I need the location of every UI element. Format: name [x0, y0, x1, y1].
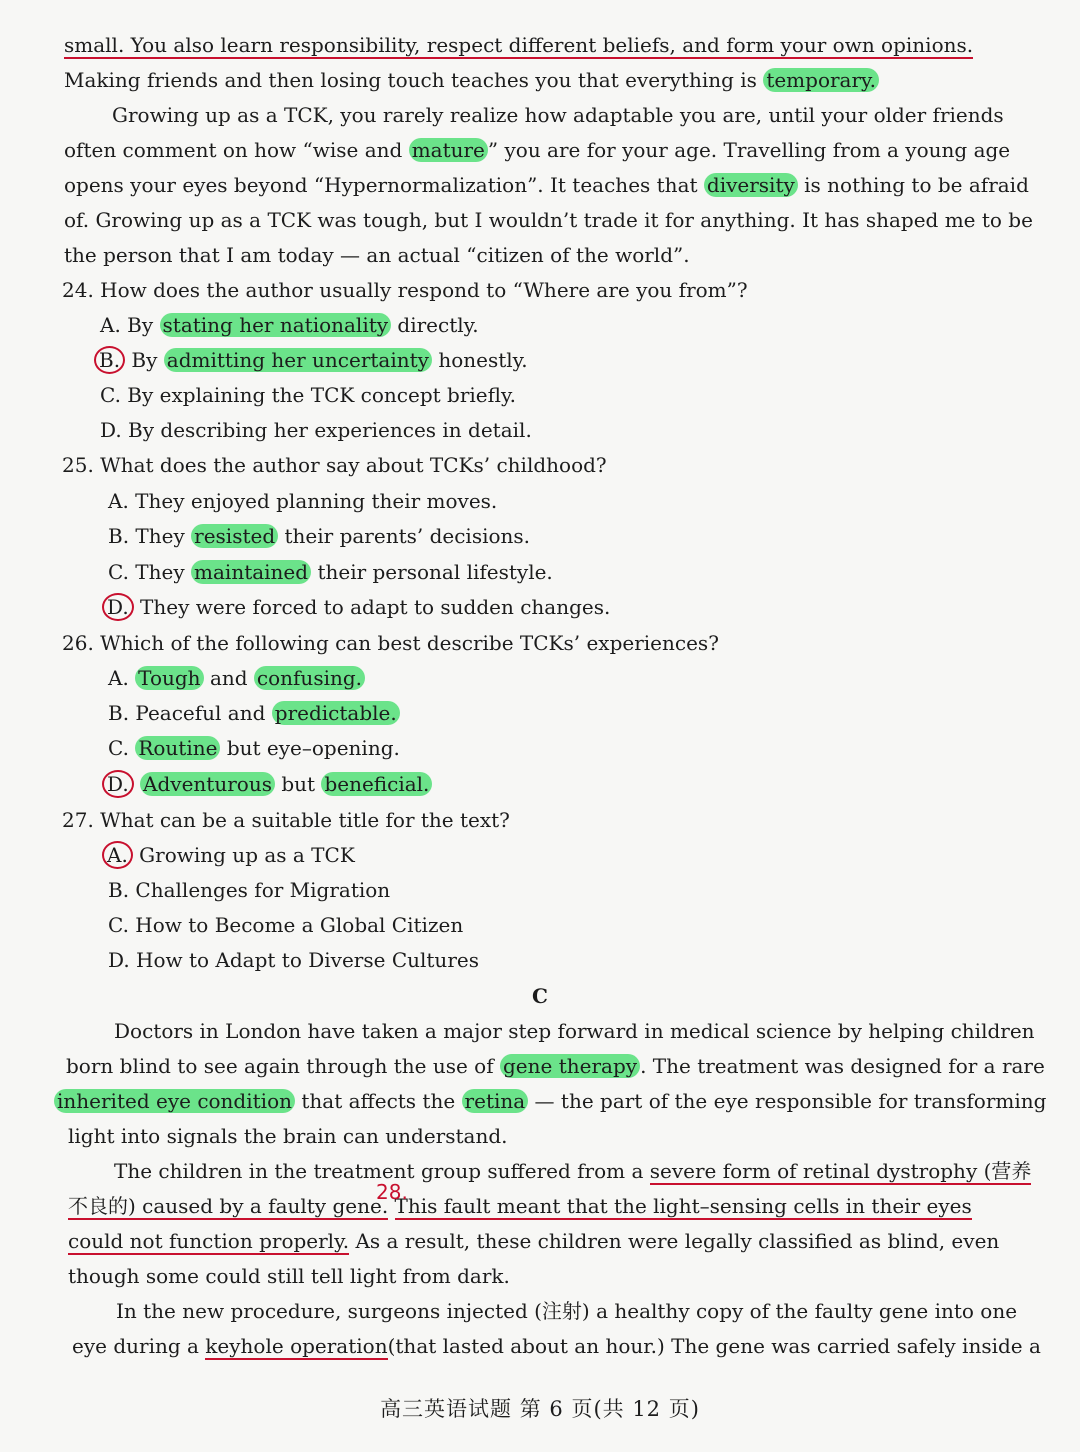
text: their personal lifestyle. — [317, 560, 553, 584]
question-text: 27. What can be a suitable title for the text? — [62, 808, 510, 832]
option-25d — [108, 592, 610, 622]
highlight: diversity — [704, 173, 798, 197]
text: Making friends and then losing touch teaches you that everything is — [64, 68, 757, 92]
footer-text: 高三英语试题 第 6 页(共 12 页) — [380, 1397, 700, 1421]
question-24 — [62, 275, 748, 305]
text: eye during a — [72, 1334, 199, 1358]
text: In the new procedure, surgeons injected (注射) a healthy copy of the faulty gene into one — [116, 1299, 1018, 1323]
option-26d — [108, 769, 432, 799]
text: C. How to Become a Global Citizen — [108, 913, 464, 937]
text: and — [209, 666, 248, 690]
question-25 — [62, 450, 607, 480]
highlight: predictable. — [272, 701, 400, 725]
text: The children in the treatment group suffered from a — [114, 1159, 644, 1183]
text: A. By — [100, 313, 154, 337]
text: their parents’ decisions. — [284, 524, 531, 548]
paragraph-line — [64, 170, 1029, 200]
highlight: mature — [409, 138, 488, 162]
highlight: inherited eye condition — [54, 1089, 295, 1113]
option-27c — [108, 910, 463, 940]
text: that affects the — [301, 1089, 456, 1113]
underlined-text: could not function properly. — [68, 1229, 350, 1253]
answer-circle: D. — [102, 770, 134, 798]
option-26b — [108, 698, 400, 728]
highlight: beneficial. — [321, 772, 432, 796]
paragraph-line — [68, 1261, 510, 1291]
paragraph-line — [64, 240, 690, 270]
highlight: Routine — [135, 736, 220, 760]
paragraph-line — [116, 1296, 1017, 1326]
text: ” you are for your age. Travelling from a young age — [487, 138, 1011, 162]
text: B. Challenges for Migration — [108, 878, 391, 902]
highlight: maintained — [191, 560, 311, 584]
option-25a — [108, 486, 497, 516]
underlined-text: keyhole operation — [205, 1334, 388, 1358]
text: — the part of the eye responsible for transforming — [534, 1089, 1047, 1113]
option-25c — [108, 557, 553, 587]
text: Doctors in London have taken a major step forward in medical science by helping children — [114, 1019, 1035, 1043]
option-24d — [100, 415, 532, 445]
highlight: Adventurous — [140, 772, 275, 796]
text: . The treatment was designed for a rare — [640, 1054, 1045, 1078]
answer-circle: D. — [102, 593, 134, 621]
answer-circle: B. — [94, 346, 125, 374]
option-24b — [100, 345, 528, 375]
paragraph-line — [68, 1121, 508, 1151]
option-24c — [100, 380, 516, 410]
highlight: retina — [462, 1089, 529, 1113]
text: B. They — [108, 524, 185, 548]
text: A. — [108, 666, 129, 690]
paragraph-line — [54, 1086, 1046, 1116]
option-27b — [108, 875, 390, 905]
highlight: resisted — [191, 524, 278, 548]
highlight: admitting her uncertainty — [164, 348, 432, 372]
highlight: gene therapy — [500, 1054, 640, 1078]
paragraph-line — [64, 205, 1033, 235]
text: C. By explaining the TCK concept briefly. — [100, 383, 516, 407]
text: opens your eyes beyond “Hypernormalization”. It teaches that — [64, 173, 698, 197]
highlight: confusing. — [254, 666, 365, 690]
text: but — [281, 772, 316, 796]
text: A. They enjoyed planning their moves. — [108, 489, 498, 513]
paragraph-line — [72, 1331, 1041, 1361]
paragraph-line — [64, 30, 973, 60]
option-27d — [108, 945, 479, 975]
question-26 — [62, 628, 719, 658]
text: born blind to see again through the use of — [66, 1054, 494, 1078]
answer-circle: A. — [102, 841, 133, 869]
underlined-text: This fault meant that the light–sensing cells in their eyes — [394, 1194, 972, 1218]
highlight: stating her nationality — [160, 313, 392, 337]
option-27a — [108, 840, 355, 870]
text: but eye–opening. — [226, 736, 400, 760]
paragraph-line — [114, 1156, 1031, 1186]
text: C. — [108, 736, 129, 760]
option-25b — [108, 521, 530, 551]
text: D. How to Adapt to Diverse Cultures — [108, 948, 479, 972]
text: Growing up as a TCK — [139, 843, 355, 867]
text: By — [131, 348, 158, 372]
paragraph-line — [112, 100, 1004, 130]
section-heading — [0, 981, 1080, 1011]
paragraph-line — [64, 135, 1010, 165]
text: honestly. — [438, 348, 528, 372]
text: the person that I am today — an actual “citizen of the world”. — [64, 243, 690, 267]
text: The gene was carried safely inside a — [671, 1334, 1041, 1358]
text: As a result, these children were legally classified as blind, even — [355, 1229, 1000, 1253]
text: Growing up as a TCK, you rarely realize how adaptable you are, until your older friends — [112, 103, 1004, 127]
paragraph-line — [114, 1016, 1035, 1046]
paragraph-line — [68, 1191, 972, 1221]
text: of. Growing up as a TCK was tough, but I wouldn’t trade it for anything. It has shaped me to be — [64, 208, 1033, 232]
text: directly. — [397, 313, 479, 337]
paragraph-line — [64, 65, 879, 95]
section-letter: C — [532, 984, 548, 1008]
option-26a — [108, 663, 365, 693]
text: is nothing to be afraid — [804, 173, 1029, 197]
text: B. Peaceful and — [108, 701, 266, 725]
text: C. They — [108, 560, 185, 584]
highlight: temporary. — [763, 68, 879, 92]
text: light into signals the brain can understand. — [68, 1124, 508, 1148]
option-24a — [100, 310, 479, 340]
handwritten-annotation: 28. — [376, 1180, 408, 1204]
bracketed-text: (that lasted about an hour.) — [387, 1334, 665, 1358]
question-text: 24. How does the author usually respond to “Where are you from”? — [62, 278, 748, 302]
text: D. By describing her experiences in detail. — [100, 418, 532, 442]
underlined-text: small. You also learn responsibility, respect different beliefs, and form your own opinions. — [64, 33, 974, 57]
question-27 — [62, 805, 510, 835]
page-footer — [0, 1394, 1080, 1424]
question-text: 26. Which of the following can best describe TCKs’ experiences? — [62, 631, 719, 655]
highlight: Tough — [135, 666, 203, 690]
text: though some could still tell light from dark. — [68, 1264, 510, 1288]
paragraph-line — [68, 1226, 999, 1256]
underlined-text: severe form of retinal dystrophy (营养 — [649, 1159, 1032, 1183]
option-26c — [108, 733, 400, 763]
underlined-text: 不良的) caused by a faulty gene. — [68, 1194, 389, 1218]
question-text: 25. What does the author say about TCKs’ childhood? — [62, 453, 607, 477]
text: They were forced to adapt to sudden changes. — [140, 595, 611, 619]
paragraph-line — [66, 1051, 1045, 1081]
text: often comment on how “wise and — [64, 138, 403, 162]
